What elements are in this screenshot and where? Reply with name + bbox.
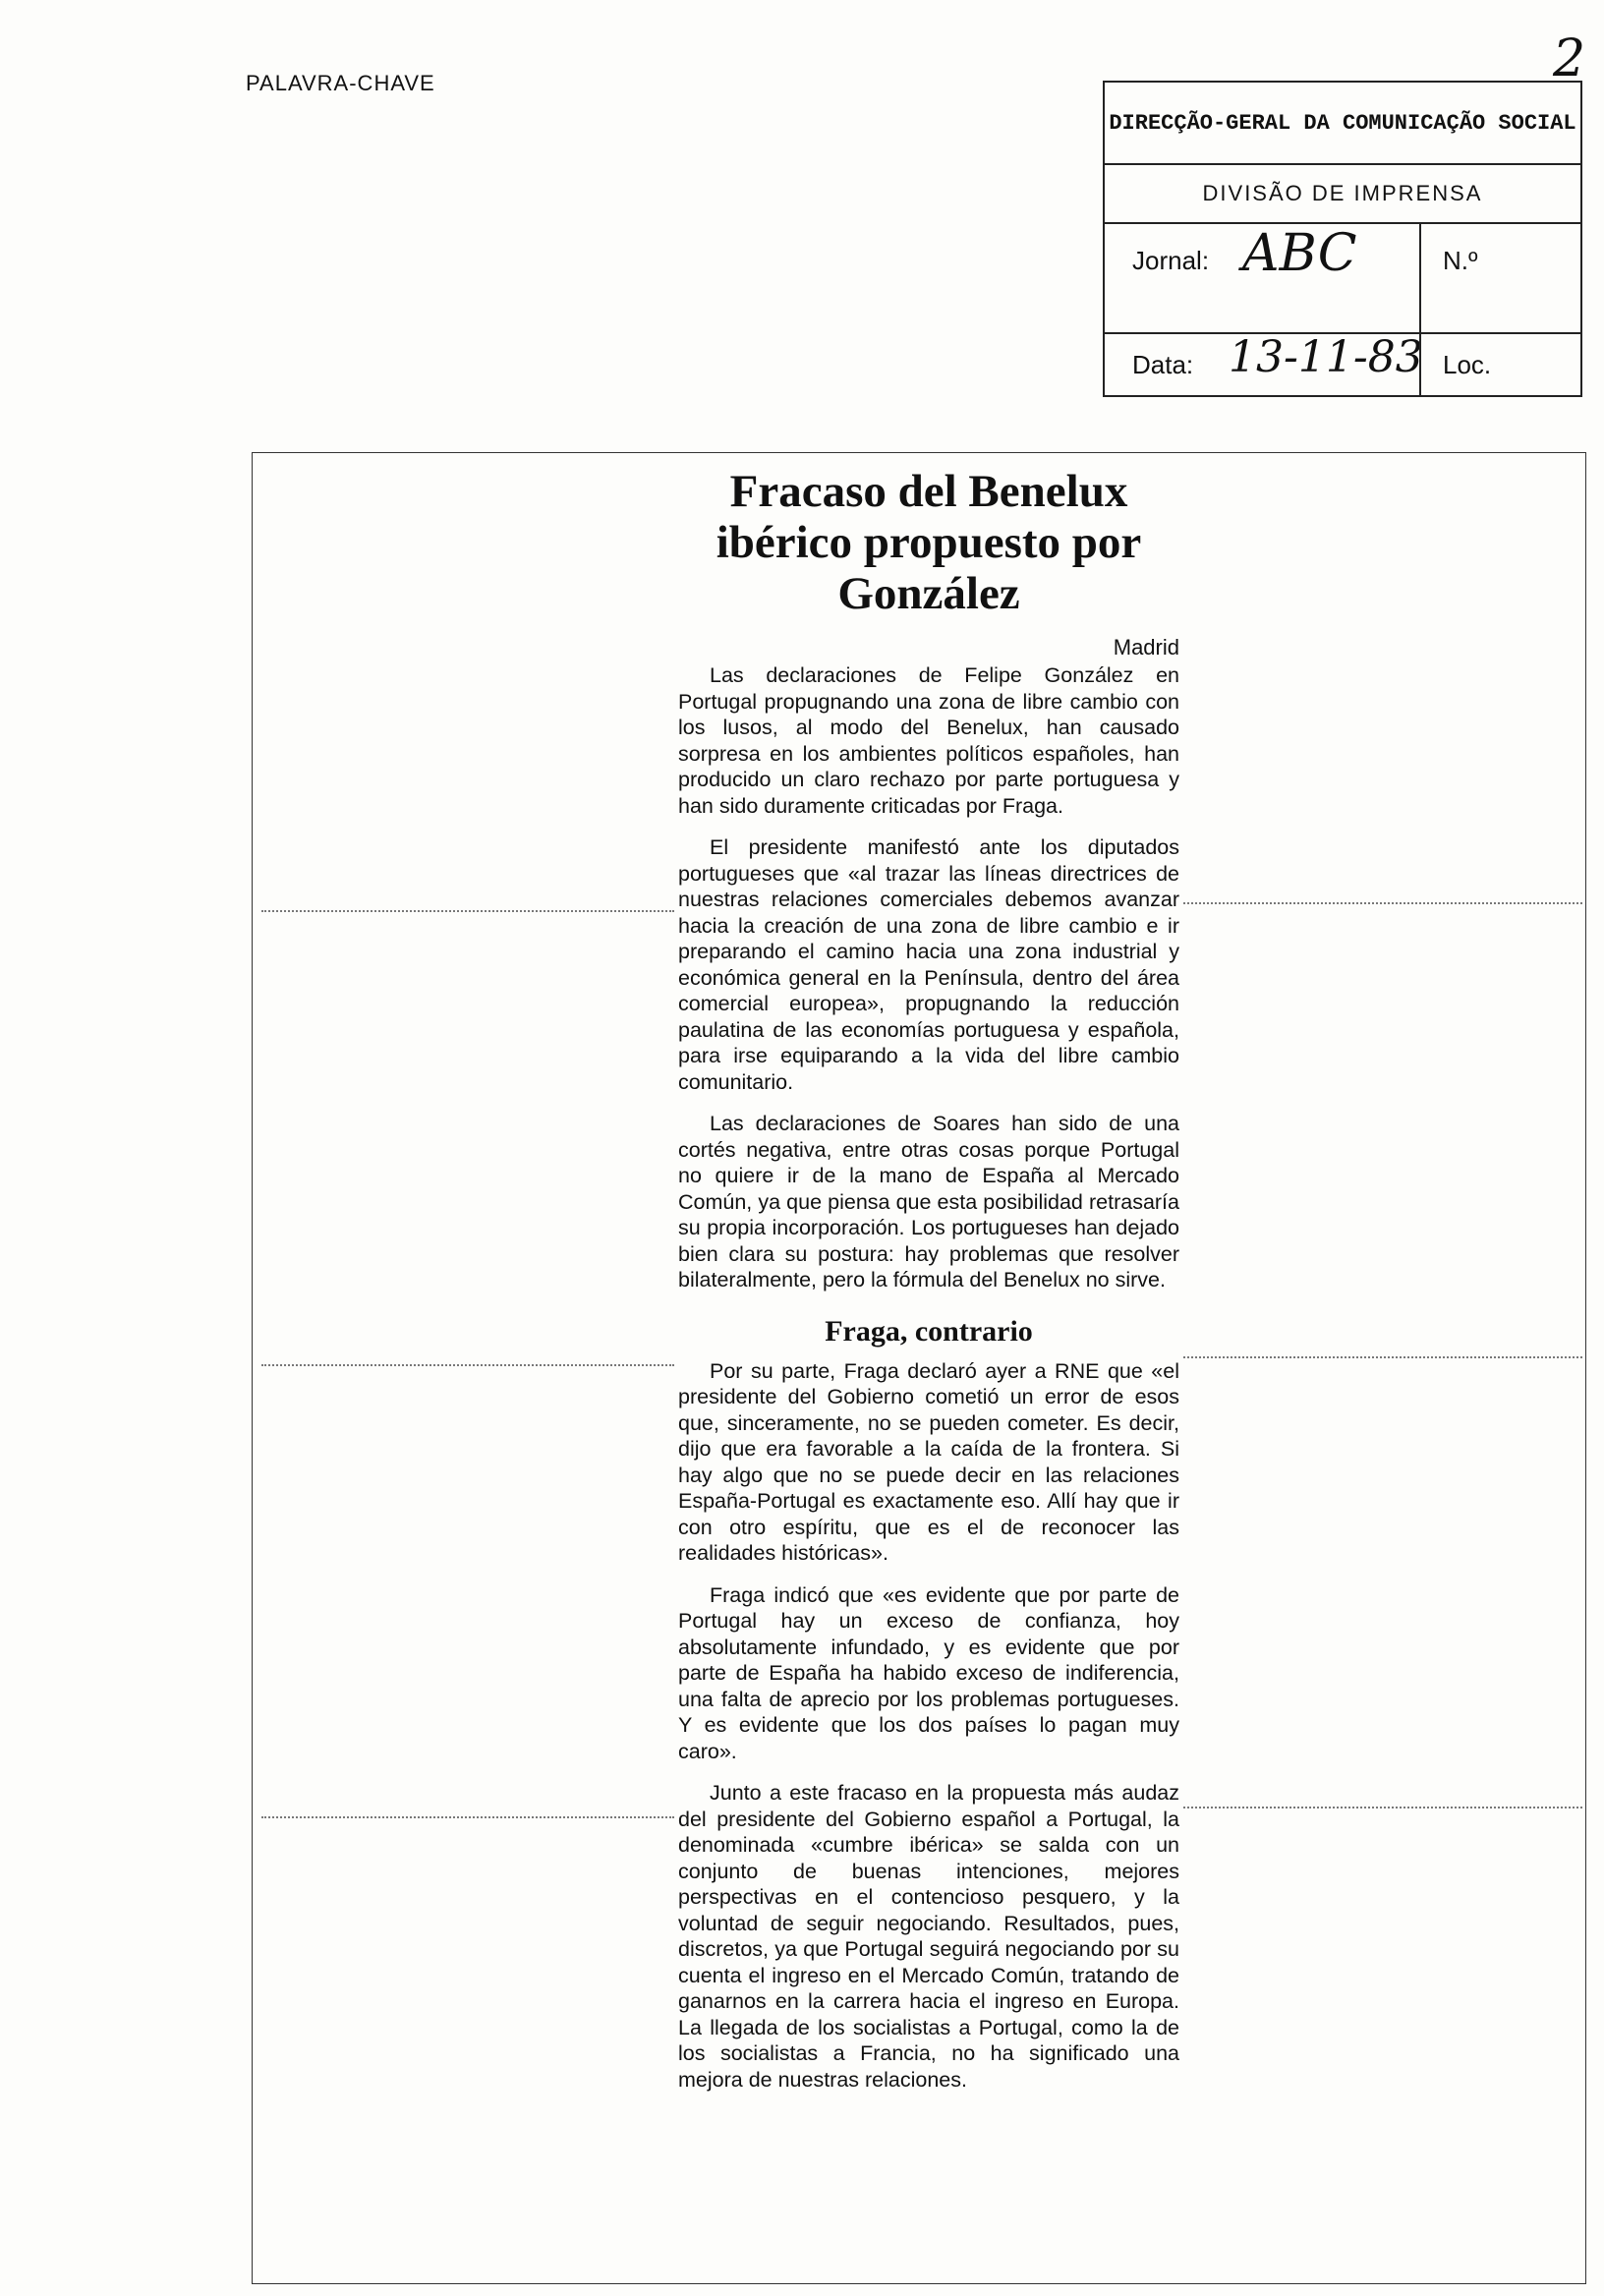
dateline: Madrid (1113, 635, 1179, 660)
article-paragraph: Las declaraciones de Felipe González en Portugal propugnando una zona de libre cambio con los lusos, al modo del Benelux, han causado sorpresa en los ambientes políticos españoles, han producido un claro rechazo por parte portuguesa y han sido duramente criticadas por Fraga. (678, 663, 1179, 818)
stamp-agency: DIRECÇÃO-GERAL DA COMUNICAÇÃO SOCIAL (1105, 83, 1580, 165)
page-number: 2 (1553, 29, 1586, 88)
dotted-rule (1183, 902, 1582, 904)
article-headline: Fracaso del Benelux ibérico propuesto por González (716, 466, 1142, 619)
article-paragraph: Las declaraciones de Soares han sido de una cortés negativa, entre otras cosas porque Portugal no quiere ir de la mano de España al Mercado Común, ya que piensa que esta posibilidad retrasaría su propia incorporación. Los portugueses han dejado bien clara su postura: hay problemas que resolver bilateralmente, pero la fórmula del Benelux no sirve. (678, 1112, 1179, 1292)
newspaper-label: Jornal: (1132, 246, 1210, 275)
keyword-label: PALAVRA-CHAVE (246, 71, 435, 95)
number-label: N.º (1443, 246, 1478, 275)
article-paragraph: Por su parte, Fraga declaró ayer a RNE que «el presidente del Gobierno cometió un error de esos que, sinceramente, no se pueden cometer. Es decir, dijo que era favorable a la caída de la frontera. Si hay algo que no se puede decir en las relaciones España-Portugal es exactamente eso. Allí hay que ir con otro espíritu, que es el de reconocer las realidades históricas». (678, 1358, 1179, 1565)
stamp-newspaper-row (1105, 224, 1580, 334)
stamp-division: DIVISÃO DE IMPRENSA (1105, 165, 1580, 224)
date-label: Data: (1132, 350, 1194, 379)
stamp-divider (1419, 224, 1421, 332)
dotted-rule (1183, 1807, 1582, 1808)
date-handwritten: 13-11-83 (1229, 332, 1423, 382)
newspaper-handwritten: ABC (1242, 224, 1357, 283)
stamp-divider (1419, 334, 1421, 395)
dotted-rule (261, 910, 674, 912)
dotted-rule (1183, 1356, 1582, 1358)
article-paragraph: El presidente manifestó ante los diputados portugueses que «al trazar las líneas directrices de nuestras relaciones comerciales debemos avanzar hacia la creación de una zona de libre cambio e ir preparando el camino hacia una zona industrial y económica general en la Península, dentro del área comercial europea», propugnando la reducción paulatina de las economías portuguesa y española, para irse equiparando a la vida del libre cambio comunitario. (678, 835, 1179, 1094)
article (678, 456, 1179, 2108)
stamp-date-row (1105, 334, 1580, 395)
article-paragraph: Junto a este fracaso en la propuesta más audaz del presidente del Gobierno español a Portugal, la denominada «cumbre ibérica» se salda con un conjunto de buenas intenciones, mejores perspectivas en el contencioso pesquero, y la voluntad de seguir negociando. Resultados, pues, discretos, ya que Portugal seguirá negociando por su cuenta el ingreso en el Mercado Común, tratando de ganarnos en la carrera hacia el ingreso en Europa. La llegada de los socialistas a Portugal, como la de los socialistas a Francia, no ha significado una mejora de nuestras relaciones. (678, 1781, 1179, 2092)
article-paragraph: Fraga indicó que «es evidente que por parte de Portugal hay un exceso de confianza, hoy absolutamente infundado, y es evidente que por parte de España ha habido exceso de indiferencia, una falta de aprecio por los problemas portugueses. Y es evidente que los dos países lo pagan muy caro». (678, 1582, 1179, 1763)
article-subheading: Fraga, contrario (825, 1314, 1033, 1348)
press-office-stamp (1103, 81, 1582, 397)
dotted-rule (261, 1364, 674, 1366)
dotted-rule (261, 1816, 674, 1818)
location-label: Loc. (1443, 350, 1492, 379)
